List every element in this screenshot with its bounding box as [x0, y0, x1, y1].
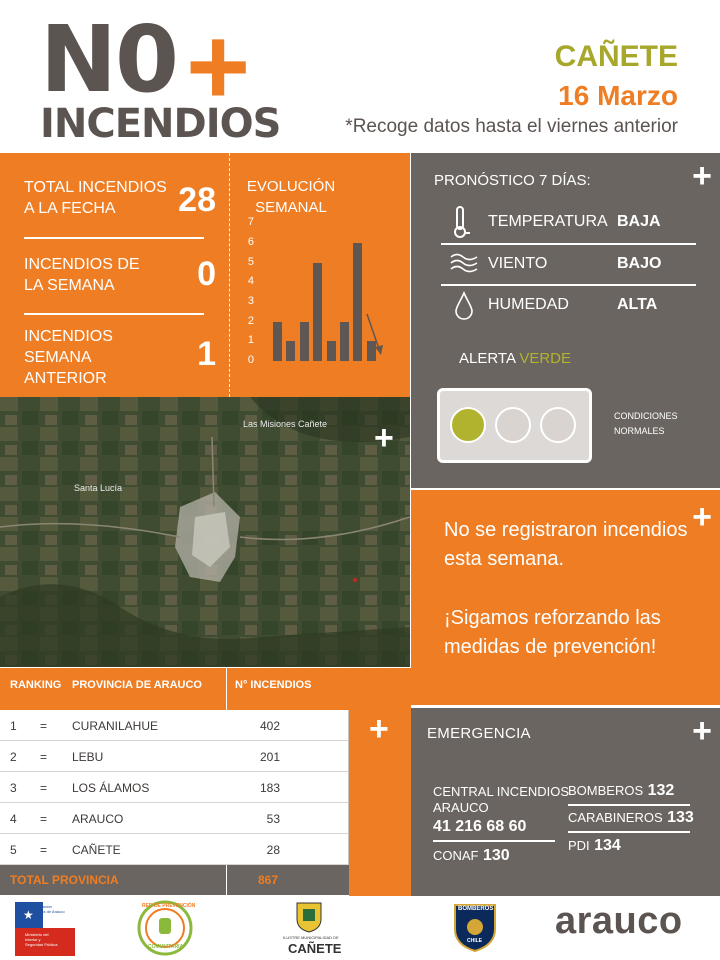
gob-text-bottom — [25, 932, 57, 947]
chart-bar — [286, 341, 295, 361]
message-no-fires: No se registraron incendios esta semana. — [444, 519, 688, 570]
forecast-divider — [441, 284, 696, 286]
forecast-humidity-label: HUMEDAD — [488, 296, 569, 313]
chart-title-line2: SEMANAL — [255, 199, 327, 216]
prev-week-label-line2: SEMANA — [24, 349, 92, 366]
y-tick-label: 1 — [247, 334, 254, 347]
ranking-total-divider — [226, 865, 227, 895]
week-fires-label-line2: LA SEMANA — [24, 277, 115, 294]
expand-plus-icon[interactable]: + — [692, 157, 712, 195]
stats-divider — [24, 313, 204, 315]
expand-plus-icon[interactable]: + — [692, 712, 712, 750]
forecast-divider — [441, 243, 696, 245]
traffic-light-green — [450, 407, 486, 443]
y-tick-label: 4 — [247, 275, 254, 288]
conaf-number: 130 — [482, 847, 510, 861]
central-label-line1: CENTRAL INCENDIOS — [433, 784, 570, 799]
rank-province-name: CURANILAHUE — [72, 719, 159, 733]
muni-text-canete: CAÑETE — [288, 941, 342, 956]
rank-province-name: CAÑETE — [72, 843, 121, 857]
ranking-total-row — [0, 865, 349, 895]
rank-province-name: LEBU — [72, 750, 104, 764]
central-incendios-label — [433, 784, 569, 816]
bomberos-logo-text: BOMBEROS — [458, 906, 494, 912]
rank-position: 5 — [10, 843, 17, 857]
bomberos-label: BOMBEROS — [568, 783, 644, 798]
chart-bar — [273, 322, 282, 361]
rank-trend: = — [40, 781, 48, 795]
chart-bar — [313, 263, 322, 362]
ranking-col-count: N° INCENDIOS — [235, 679, 312, 691]
red-comunitaria-text: COMUNITARIA — [148, 944, 184, 950]
logo-plus-sign: + — [186, 5, 251, 128]
data-note: *Recoge datos hasta el viernes anterior — [345, 116, 678, 137]
forecast-wind-value: BAJO — [617, 255, 662, 272]
alert-status — [459, 350, 571, 367]
rank-count: 402 — [259, 719, 280, 733]
logo-no-text: N0 — [40, 6, 178, 113]
bomberos-number: 132 — [647, 782, 675, 799]
y-tick-label: 7 — [247, 216, 254, 229]
conditions-line2: NORMALES — [614, 426, 665, 436]
conditions-text — [614, 409, 678, 439]
central-label-line2: ARAUCO — [433, 800, 489, 815]
message-panel — [411, 490, 720, 705]
forecast-panel — [411, 153, 720, 488]
trend-arrow-icon — [364, 311, 386, 363]
thermometer-icon — [451, 205, 471, 239]
ranking-table — [0, 668, 349, 896]
alert-color-word: VERDE — [519, 350, 571, 367]
alert-prefix: ALERTA — [459, 350, 516, 367]
forecast-wind-label: VIENTO — [488, 255, 548, 272]
stats-divider — [24, 237, 204, 239]
gob-line2: Provincia de Arauco — [29, 909, 65, 914]
table-row — [0, 772, 349, 803]
stats-panel — [0, 153, 410, 397]
y-tick-label: 6 — [247, 235, 254, 248]
y-tick-label: 2 — [247, 314, 254, 327]
ranking-col-province: PROVINCIA DE ARAUCO — [72, 679, 202, 691]
gob-line5: Seguridad Pública — [25, 942, 58, 947]
forecast-temperature-label: TEMPERATURA — [488, 213, 608, 230]
y-tick-label: 5 — [247, 255, 254, 268]
map-image — [0, 397, 410, 667]
total-fires-value: 28 — [178, 181, 216, 219]
prev-week-fires-value: 1 — [197, 335, 216, 373]
prev-week-label-line1: INCENDIOS — [24, 328, 113, 345]
chart-title-line1: EVOLUCIÓN — [246, 178, 336, 195]
carabineros-number: 133 — [667, 809, 694, 826]
star-icon: ★ — [23, 908, 34, 922]
emergency-title: EMERGENCIA — [427, 725, 531, 742]
gob-line3: Ministerio del — [25, 932, 49, 937]
rank-trend: = — [40, 843, 48, 857]
drop-icon — [453, 290, 475, 322]
wind-icon — [449, 251, 481, 275]
traffic-light-off — [495, 407, 531, 443]
ranking-header-divider — [226, 668, 227, 710]
emergency-divider — [568, 831, 690, 833]
gob-text-top — [29, 904, 65, 914]
gob-line1: Gobernación — [29, 904, 52, 909]
pdi-contact — [568, 837, 621, 855]
chart-bar — [353, 243, 362, 361]
rank-province-name: ARAUCO — [72, 812, 124, 826]
prev-week-label-line3: ANTERIOR — [24, 370, 107, 387]
forecast-temperature-value: BAJA — [617, 213, 661, 230]
rank-count: 53 — [266, 812, 280, 826]
weekly-bar-chart — [240, 216, 390, 383]
total-fires-label-line2: A LA FECHA — [24, 200, 116, 217]
rank-province-name: LOS ÁLAMOS — [72, 781, 150, 795]
logo-incendios-text: INCENDIOS — [40, 101, 281, 147]
chart-title — [232, 176, 350, 218]
forecast-humidity-value: ALTA — [617, 296, 658, 313]
satellite-map — [0, 397, 410, 667]
arauco-logo: arauco — [555, 900, 683, 942]
week-fires-label — [24, 254, 140, 296]
stats-vertical-divider — [229, 153, 230, 397]
ranking-header — [0, 668, 349, 710]
rank-position: 3 — [10, 781, 17, 795]
y-tick-label: 3 — [247, 294, 254, 307]
pdi-label: PDI — [568, 838, 590, 853]
message-prevention: ¡Sigamos reforzando las medidas de prevención! — [444, 607, 661, 658]
chart-bar — [300, 322, 309, 361]
chart-bar — [327, 341, 336, 361]
week-fires-value: 0 — [197, 255, 216, 293]
bomberos-chile-text: CHILE — [467, 938, 482, 944]
rank-trend: = — [40, 812, 48, 826]
carabineros-contact — [568, 809, 694, 827]
table-row — [0, 834, 349, 865]
gobernacion-logo — [15, 902, 75, 956]
expand-plus-icon[interactable]: + — [374, 419, 394, 457]
muni-text-small: ILUSTRE MUNICIPALIDAD DE — [283, 935, 339, 940]
conaf-contact — [433, 847, 510, 861]
traffic-light — [437, 388, 592, 463]
table-row — [0, 710, 349, 741]
rank-position: 4 — [10, 812, 17, 826]
bomberos-contact — [568, 782, 674, 800]
emergency-panel — [411, 708, 720, 896]
rank-trend: = — [40, 719, 48, 733]
central-incendios-number: 41 216 68 60 — [433, 818, 527, 835]
ranking-total-value: 867 — [258, 873, 279, 887]
rank-count: 201 — [259, 750, 280, 764]
carabineros-label: CARABINEROS — [568, 810, 663, 825]
week-fires-label-line1: INCENDIOS DE — [24, 256, 140, 273]
date-title: 16 Marzo — [558, 80, 678, 111]
total-fires-label-line1: TOTAL INCENDIOS — [24, 179, 167, 196]
table-row — [0, 803, 349, 834]
red-prevencion-text: RED DE PREVENCIÓN — [142, 903, 196, 909]
chart-bar — [340, 322, 349, 361]
expand-plus-icon[interactable]: + — [692, 498, 712, 536]
conaf-label: CONAF — [433, 848, 479, 861]
ranking-total-label: TOTAL PROVINCIA — [10, 873, 119, 887]
footer-logos — [0, 896, 720, 960]
city-title: CAÑETE — [554, 40, 678, 73]
expand-plus-icon[interactable]: + — [369, 710, 389, 748]
pdi-number: 134 — [594, 837, 621, 854]
emergency-divider — [568, 804, 690, 806]
y-tick-label: 0 — [247, 354, 254, 366]
gob-line4: Interior y — [25, 937, 41, 942]
map-label-left: Santa Lucía — [74, 483, 123, 493]
total-fires-label — [24, 177, 167, 219]
rank-position: 1 — [10, 719, 17, 733]
rank-trend: = — [40, 750, 48, 764]
table-row — [0, 741, 349, 772]
rank-count: 28 — [266, 843, 280, 857]
conditions-line1: CONDICIONES — [614, 411, 678, 421]
prev-week-fires-label — [24, 326, 113, 389]
municipal-shield-icon — [295, 899, 323, 933]
rank-count: 183 — [259, 781, 280, 795]
rank-position: 2 — [10, 750, 17, 764]
emergency-divider — [433, 840, 555, 842]
map-label-top: Las Misiones Cañete — [243, 419, 328, 429]
forecast-title: PRONÓSTICO 7 DÍAS: — [434, 172, 591, 189]
orange-expand-tile — [349, 668, 411, 896]
ranking-col-rank: RANKING — [10, 679, 62, 691]
traffic-light-off — [540, 407, 576, 443]
